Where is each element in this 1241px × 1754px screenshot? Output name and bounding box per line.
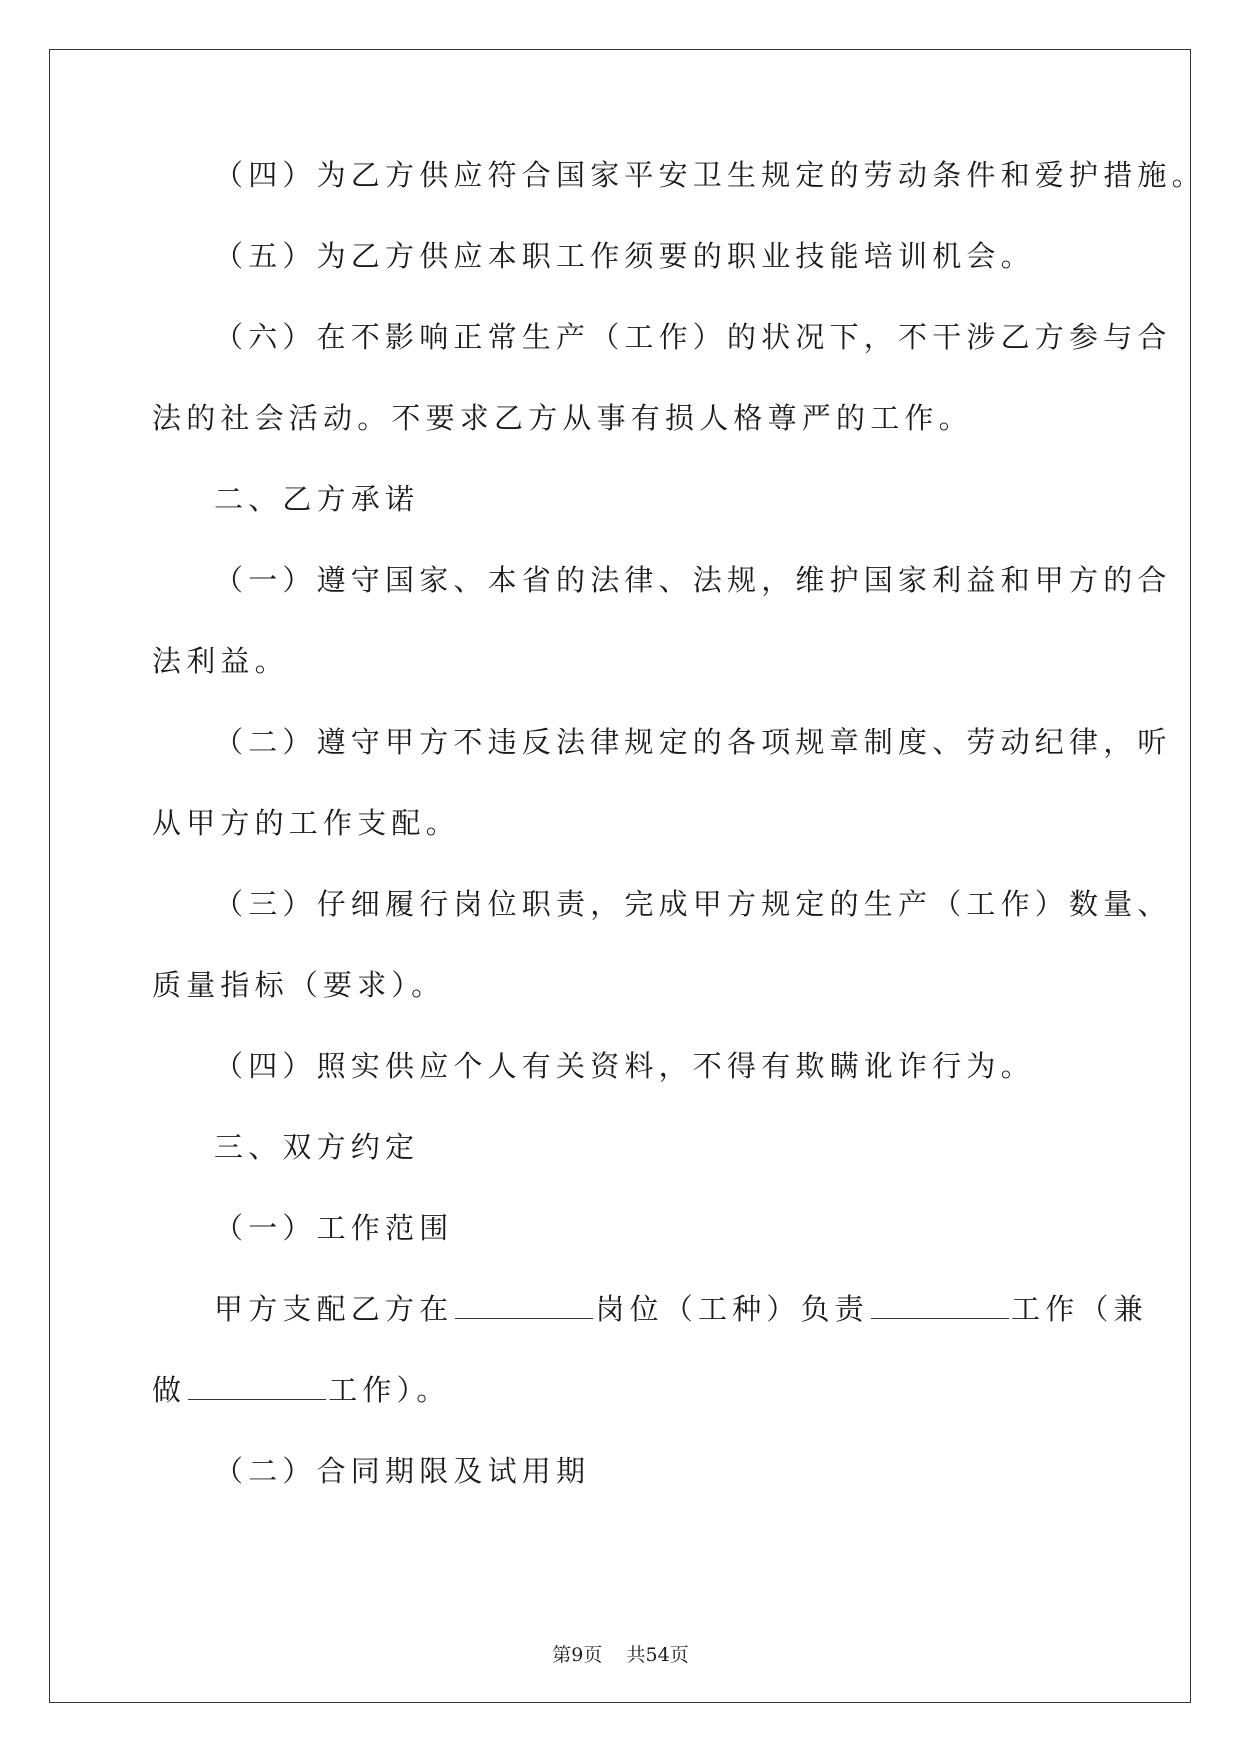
subsection-heading: （一）工作范围 [214,1211,454,1245]
total-label-prefix: 共 [626,1644,646,1666]
paragraph-line: 从甲方的工作支配。 [152,806,460,840]
fill-in-blank[interactable] [871,1292,1009,1319]
paragraph-line: （六）在不影响正常生产（工作）的状况下，不干涉乙方参与合 [214,320,1172,354]
paragraph-line: 质量指标（要求）。 [152,968,446,1002]
paragraph-line: （二）遵守甲方不违反法律规定的各项规章制度、劳动纪律，听 [214,725,1172,759]
paragraph-line: （四）照实供应个人有关资料，不得有欺瞒讹诈行为。 [214,1049,1035,1083]
document-body [152,158,1206,1488]
text-segment: 工作）。 [328,1373,451,1407]
page-label-prefix: 第 [552,1644,572,1666]
paragraph-line-with-blanks [152,1292,1148,1326]
paragraph-line: （一）遵守国家、本省的法律、法规，维护国家利益和甲方的合 [214,563,1172,597]
fill-in-blank[interactable] [455,1292,593,1319]
total-label-suffix: 页 [669,1644,689,1666]
page-label-suffix: 页 [583,1644,603,1666]
paragraph-line: （四）为乙方供应符合国家平安卫生规定的劳动条件和爱护措施。 [214,158,1206,192]
paragraph-line: 法的社会活动。不要求乙方从事有损人格尊严的工作。 [152,401,973,435]
text-segment: 甲方支配乙方在 [214,1292,454,1326]
text-segment: 岗位（工种）负责 [595,1292,870,1326]
section-heading: 三、双方约定 [214,1130,420,1164]
text-segment: 工作（兼 [1011,1292,1148,1326]
page-footer [0,1640,1241,1667]
total-pages: 54 [645,1644,670,1666]
paragraph-line: 法利益。 [152,644,289,678]
section-heading: 二、乙方承诺 [214,482,420,516]
page-number: 9 [571,1644,584,1666]
paragraph-line: （五）为乙方供应本职工作须要的职业技能培训机会。 [214,239,1035,273]
subsection-heading: （二）合同期限及试用期 [214,1454,591,1488]
paragraph-line: （三）仔细履行岗位职责，完成甲方规定的生产（工作）数量、 [214,887,1172,921]
paragraph-line-with-blanks [152,1373,1090,1407]
fill-in-blank[interactable] [188,1373,326,1400]
text-segment: 做 [152,1373,187,1407]
